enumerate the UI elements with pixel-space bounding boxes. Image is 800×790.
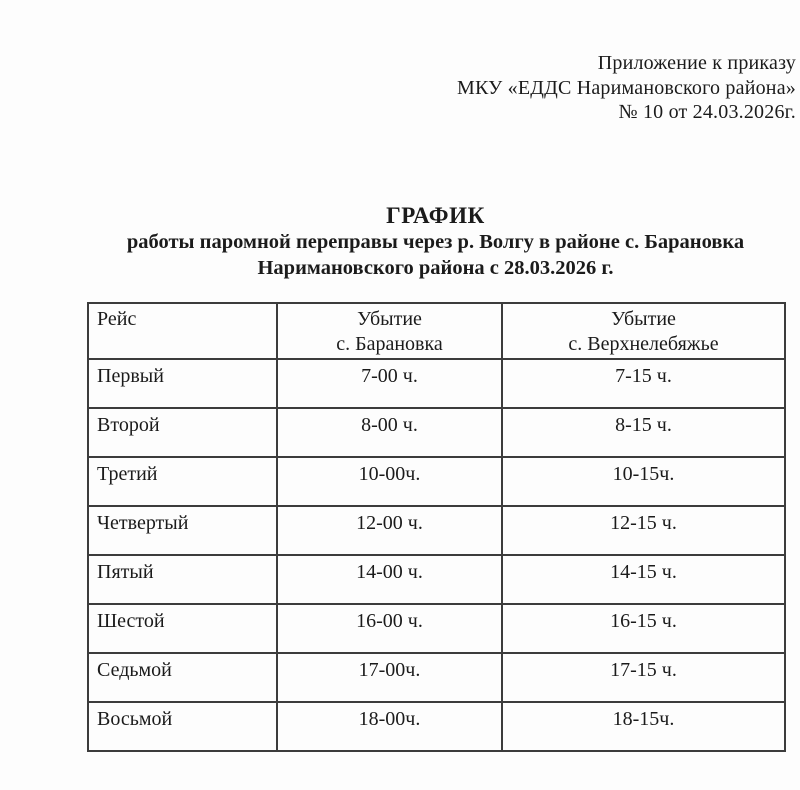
table-row: [88, 604, 785, 653]
departure-verkhnelebyazhye-cell: 18-15ч.: [502, 702, 785, 751]
departure-verkhnelebyazhye-cell: 10-15ч.: [502, 457, 785, 506]
order-reference-line: Приложение к приказу: [597, 52, 796, 74]
departure-verkhnelebyazhye-cell: 16-15 ч.: [502, 604, 785, 653]
column-header-title: Убытие: [611, 308, 676, 330]
column-header-trip: Рейс: [88, 303, 277, 359]
departure-baranovka-cell: 12-00 ч.: [277, 506, 502, 555]
trip-name-cell: Четвертый: [88, 506, 277, 555]
table-header-row: [88, 303, 785, 359]
departure-baranovka-cell: 10-00ч.: [277, 457, 502, 506]
table-row: [88, 408, 785, 457]
column-header-subtitle: с. Барановка: [336, 333, 443, 355]
trip-name-cell: Первый: [88, 359, 277, 408]
order-reference-line: № 10 от 24.03.2026г.: [618, 101, 796, 123]
table-row: [88, 506, 785, 555]
document-title-block: [87, 202, 784, 281]
departure-baranovka-cell: 8-00 ч.: [277, 408, 502, 457]
trip-name-cell: Второй: [88, 408, 277, 457]
document-subtitle-line1: работы паромной переправы через р. Волгу в районе с. Барановка: [126, 231, 745, 253]
order-reference-line: МКУ «ЕДДС Наримановского района»: [456, 76, 796, 99]
departure-baranovka-cell: 7-00 ч.: [277, 359, 502, 408]
column-header-subtitle: с. Верхнелебяжье: [568, 333, 719, 355]
trip-name-cell: Пятый: [88, 555, 277, 604]
order-reference-block: [457, 51, 796, 125]
ferry-schedule-table: [87, 302, 786, 752]
departure-baranovka-cell: 18-00ч.: [277, 702, 502, 751]
document-title: ГРАФИК: [386, 203, 485, 228]
departure-verkhnelebyazhye-cell: 8-15 ч.: [502, 408, 785, 457]
trip-name-cell: Шестой: [88, 604, 277, 653]
table-row: [88, 555, 785, 604]
column-header-departure-baranovka: [277, 303, 502, 359]
departure-verkhnelebyazhye-cell: 7-15 ч.: [502, 359, 785, 408]
column-header-title: Убытие: [357, 308, 422, 330]
table-row: [88, 653, 785, 702]
document-subtitle-line2: Наримановского района с 28.03.2026 г.: [257, 257, 614, 279]
departure-verkhnelebyazhye-cell: 12-15 ч.: [502, 506, 785, 555]
departure-verkhnelebyazhye-cell: 17-15 ч.: [502, 653, 785, 702]
departure-baranovka-cell: 16-00 ч.: [277, 604, 502, 653]
column-header-departure-verkhnelebyazhye: [502, 303, 785, 359]
departure-baranovka-cell: 17-00ч.: [277, 653, 502, 702]
trip-name-cell: Восьмой: [88, 702, 277, 751]
trip-name-cell: Третий: [88, 457, 277, 506]
table-row: [88, 702, 785, 751]
table-row: [88, 457, 785, 506]
departure-verkhnelebyazhye-cell: 14-15 ч.: [502, 555, 785, 604]
table-row: [88, 359, 785, 408]
departure-baranovka-cell: 14-00 ч.: [277, 555, 502, 604]
trip-name-cell: Седьмой: [88, 653, 277, 702]
